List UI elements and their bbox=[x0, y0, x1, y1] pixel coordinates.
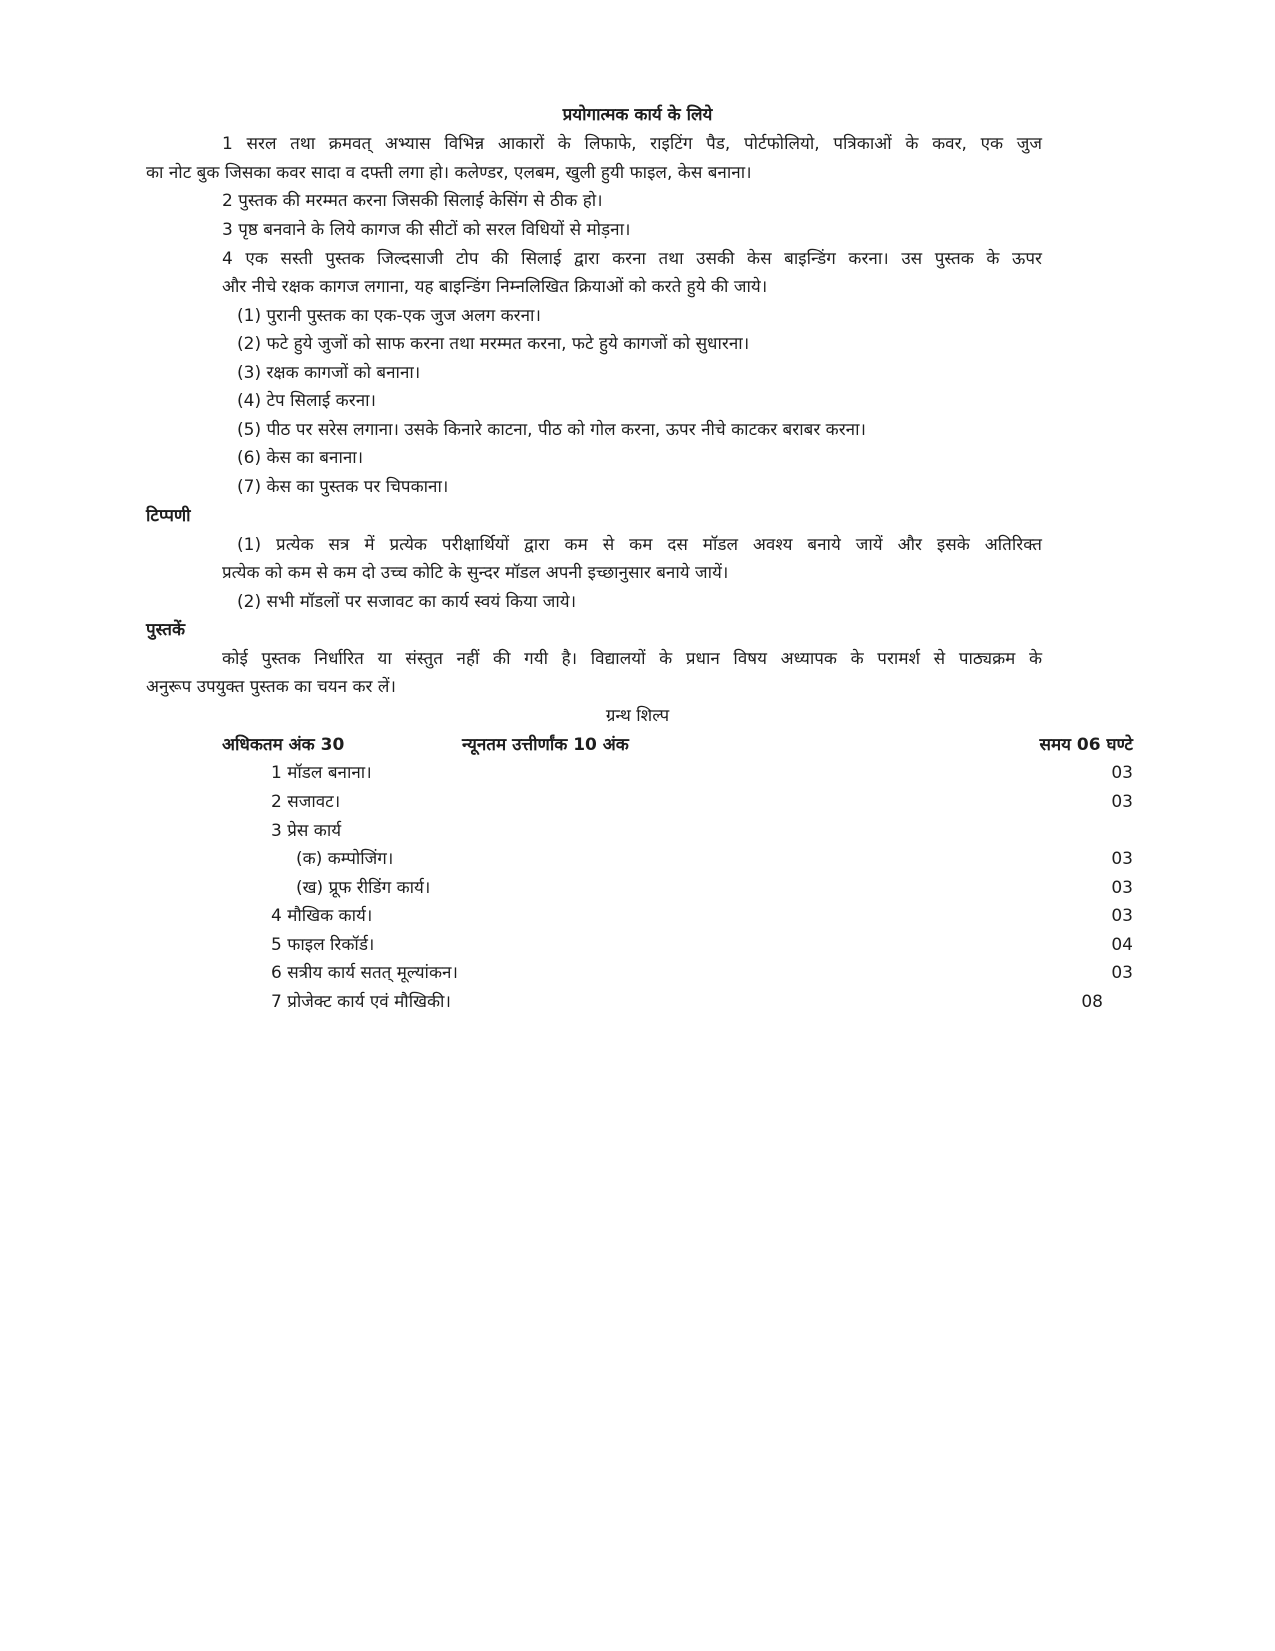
marks-row-label: 2 सजावट। bbox=[271, 792, 341, 812]
marks-row-label: 5 फाइल रिकॉर्ड। bbox=[271, 935, 375, 955]
note-item1-line1: (1) प्रत्येक सत्र में प्रत्येक परीक्षार्थियों द्वारा कम से कम दस मॉडल अवश्य बनाये जायें और इसके अतिरिक्त bbox=[237, 535, 1042, 555]
practical-item1-line2: का नोट बुक जिसका कवर सादा व दफ्ती लगा हो। कलेण्डर, एलबम, खुली हुयी फाइल, केस बनाना। bbox=[146, 163, 752, 183]
marks-row-label: 7 प्रोजेक्ट कार्य एवं मौखिकी। bbox=[271, 992, 451, 1012]
practical-item4-line1: 4 एक सस्ती पुस्तक जिल्दसाजी टोप की सिलाई द्वारा करना तथा उसकी केस बाइन्डिंग करना। उस पुस्तक के ऊपर bbox=[222, 249, 1042, 269]
note-item2: (2) सभी मॉडलों पर सजावट का कार्य स्वयं किया जाये। bbox=[237, 592, 577, 612]
books-heading: पुस्तकें bbox=[146, 620, 186, 640]
marks-row-value: 03 bbox=[1111, 792, 1133, 812]
sub-item: (3) रक्षक कागजों को बनाना। bbox=[237, 363, 421, 383]
marks-row-value: 03 bbox=[1111, 763, 1133, 783]
books-line1: कोई पुस्तक निर्धारित या संस्तुत नहीं की गयी है। विद्यालयों के प्रधान विषय अध्यापक के परामर्श से पाठ्यक्रम के bbox=[222, 649, 1042, 669]
marks-row-label: 4 मौखिक कार्य। bbox=[271, 906, 373, 926]
note-heading: टिप्पणी bbox=[146, 506, 191, 526]
practical-item2: 2 पुस्तक की मरम्मत करना जिसकी सिलाई केसिंग से ठीक हो। bbox=[222, 191, 603, 211]
max-marks: अधिकतम अंक 30 bbox=[222, 735, 345, 755]
practical-item1-line1: 1 सरल तथा क्रमवत् अभ्यास विभिन्न आकारों के लिफाफे, राइटिंग पैड, पोर्टफोलियो, पत्रिकाओं के कवर, एक जुज bbox=[222, 134, 1042, 154]
books-line2: अनुरूप उपयुक्त पुस्तक का चयन कर लें। bbox=[146, 677, 396, 697]
marks-row-value: 08 bbox=[1081, 992, 1103, 1012]
marks-row-label: (क) कम्पोजिंग। bbox=[296, 849, 394, 869]
practical-item4-line2: और नीचे रक्षक कागज लगाना, यह बाइन्डिंग निम्नलिखित क्रियाओं को करते हुये की जाये। bbox=[222, 277, 768, 297]
marks-row-value: 03 bbox=[1111, 963, 1133, 983]
sub-item: (6) केस का बनाना। bbox=[237, 448, 364, 468]
sub-item: (7) केस का पुस्तक पर चिपकाना। bbox=[237, 477, 449, 497]
practical-heading: प्रयोगात्मक कार्य के लिये bbox=[562, 105, 713, 125]
sub-item: (1) पुरानी पुस्तक का एक-एक जुज अलग करना। bbox=[237, 306, 541, 326]
sub-item: (5) पीठ पर सरेस लगाना। उसके किनारे काटना, पीठ को गोल करना, ऊपर नीचे काटकर बराबर करना। bbox=[237, 420, 866, 440]
marks-row-label: 1 मॉडल बनाना। bbox=[271, 763, 372, 783]
marks-row-value: 04 bbox=[1111, 935, 1133, 955]
marks-row-value: 03 bbox=[1111, 849, 1133, 869]
sub-item: (4) टेप सिलाई करना। bbox=[237, 391, 376, 411]
marks-row-label: 6 सत्रीय कार्य सतत् मूल्यांकन। bbox=[271, 963, 458, 983]
sub-item: (2) फटे हुये जुजों को साफ करना तथा मरम्मत करना, फटे हुये कागजों को सुधारना। bbox=[237, 334, 750, 354]
marks-row-label: (ख) प्रूफ रीडिंग कार्य। bbox=[296, 878, 431, 898]
marks-row-label: 3 प्रेस कार्य bbox=[271, 821, 342, 841]
marks-title: ग्रन्थ शिल्प bbox=[605, 706, 670, 726]
practical-item3: 3 पृष्ठ बनवाने के लिये कागज की सीटों को सरल विधियों से मोड़ना। bbox=[222, 220, 631, 240]
marks-row-value: 03 bbox=[1111, 906, 1133, 926]
marks-row-value: 03 bbox=[1111, 878, 1133, 898]
exam-time: समय 06 घण्टे bbox=[1039, 735, 1133, 755]
min-marks: न्यूनतम उत्तीर्णांक 10 अंक bbox=[462, 735, 629, 755]
note-item1-line2: प्रत्येक को कम से कम दो उच्च कोटि के सुन्दर मॉडल अपनी इच्छानुसार बनाये जायें। bbox=[222, 563, 729, 583]
